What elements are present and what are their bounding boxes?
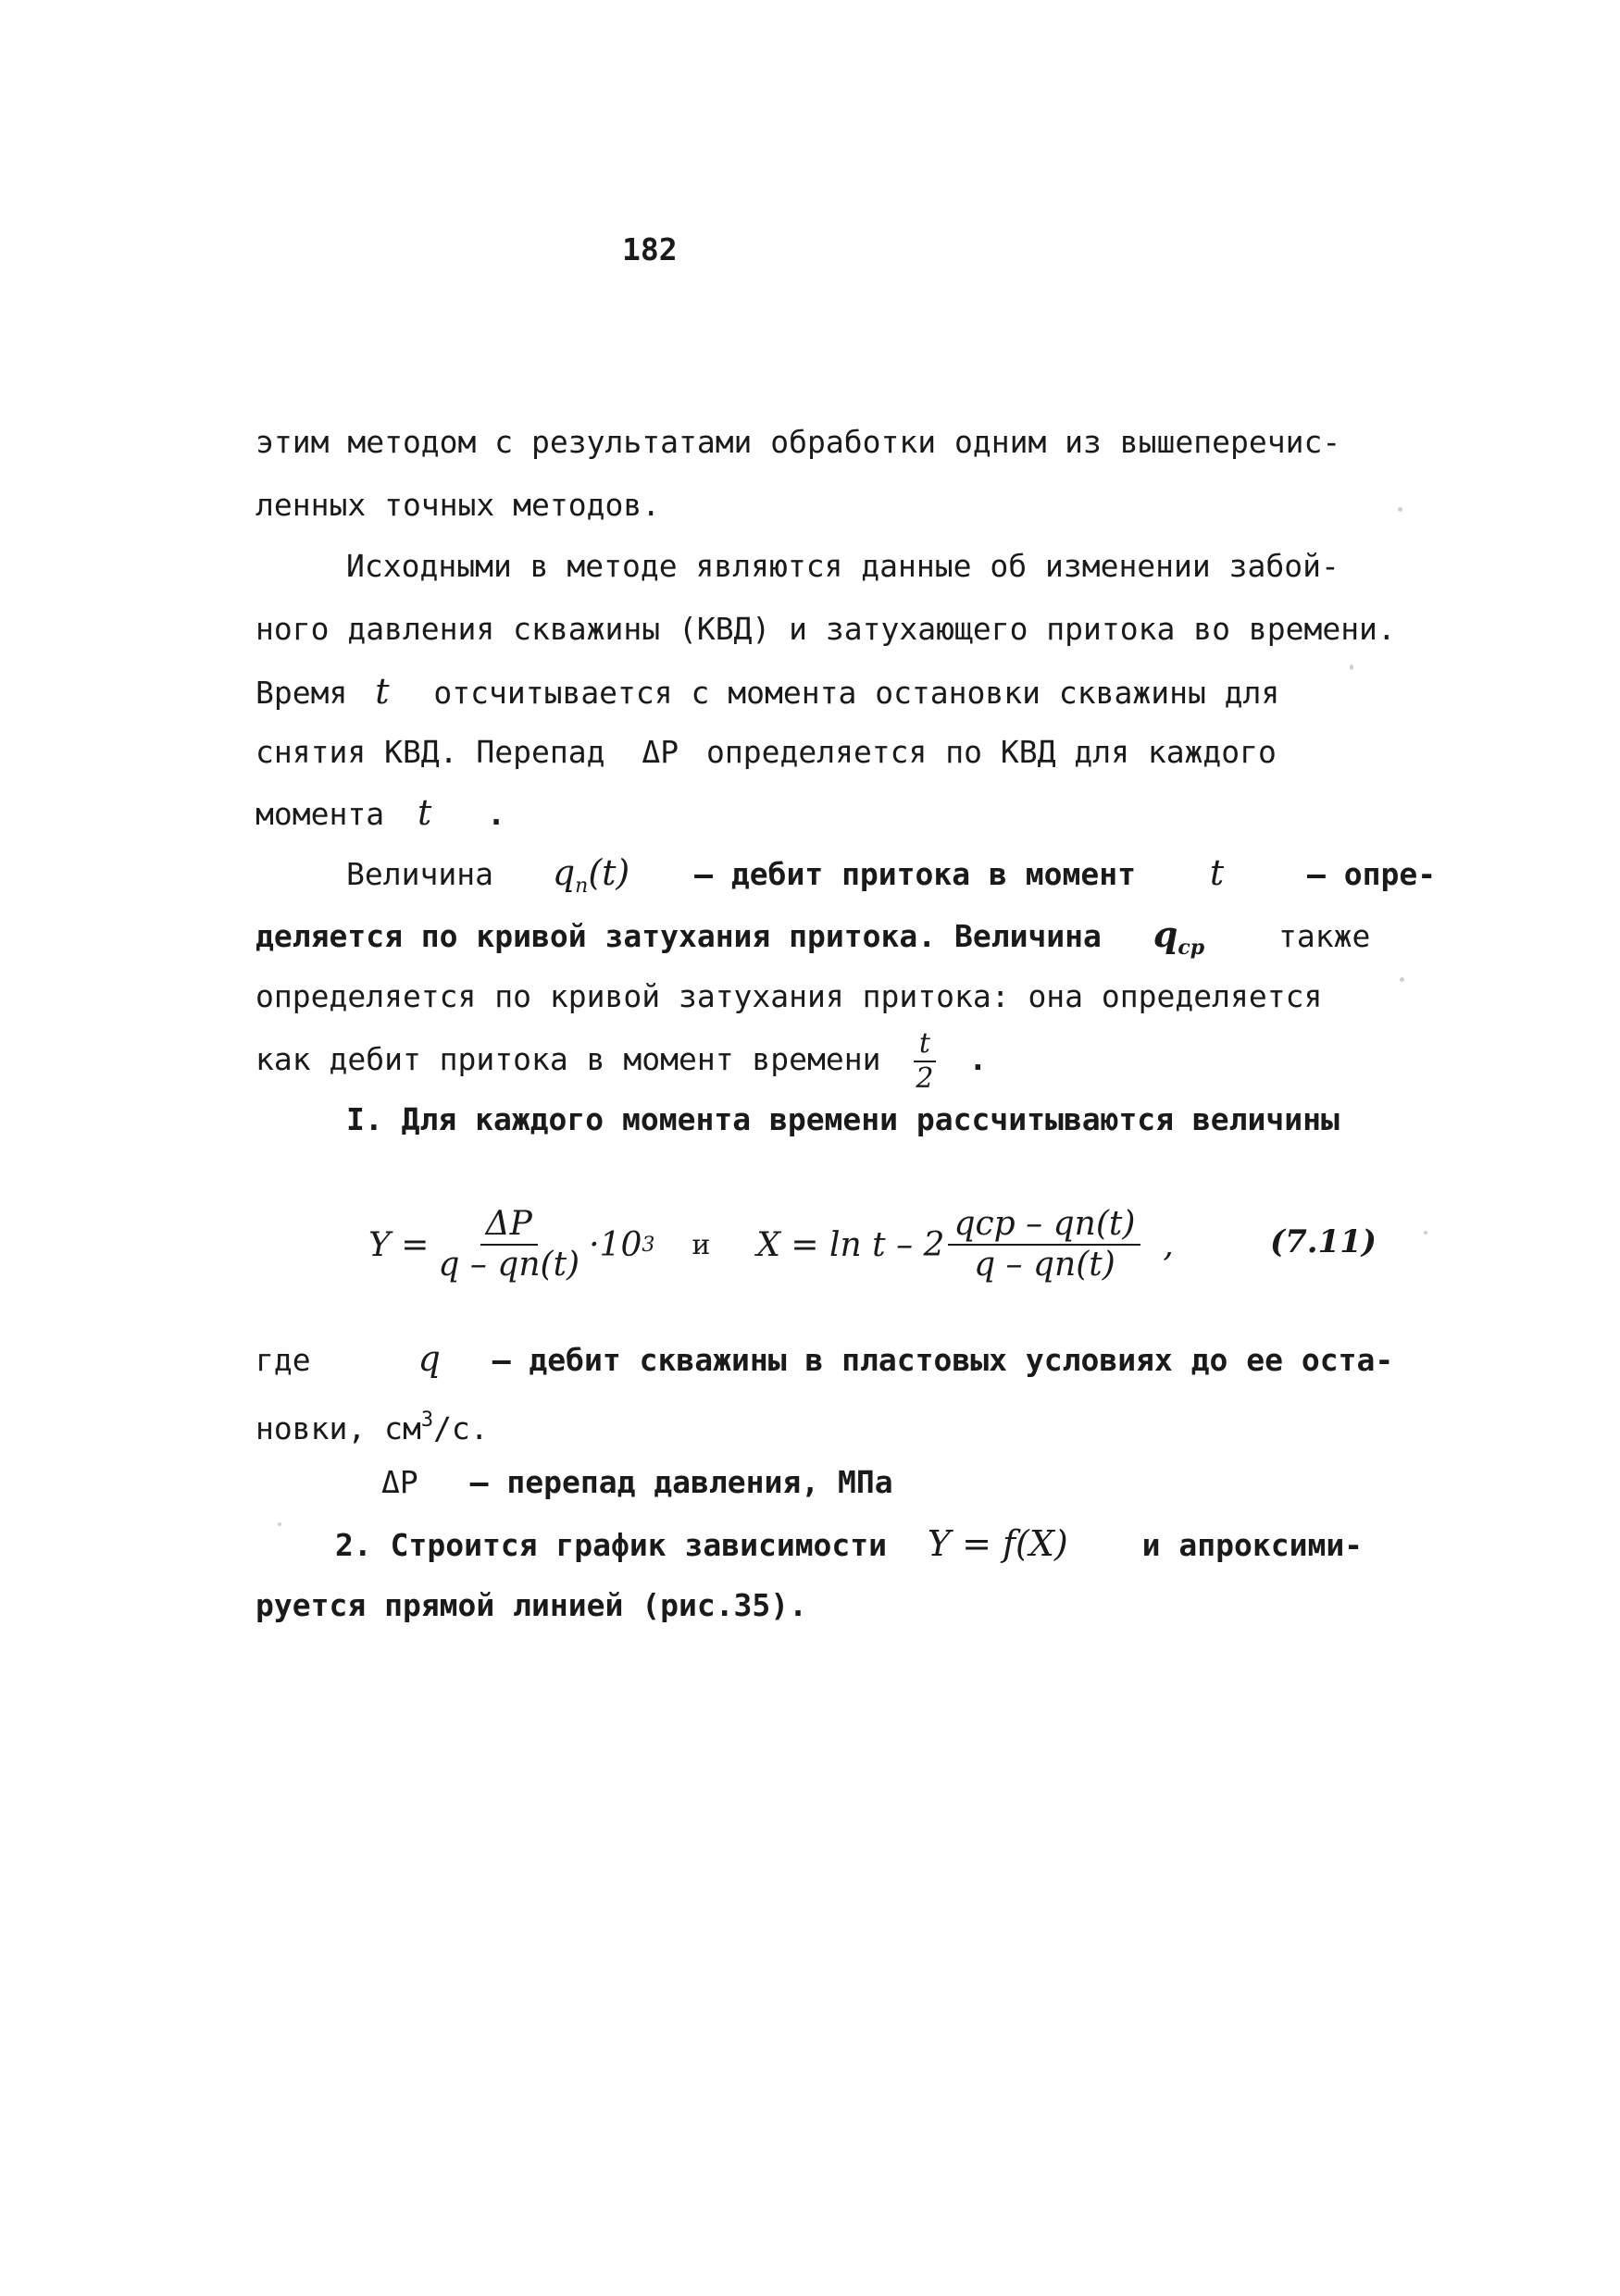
paragraph-2-line-4 — [255, 734, 1277, 771]
variable-q: q — [1153, 913, 1178, 955]
text-segment: Величина — [346, 856, 493, 892]
variable-arg: (t) — [588, 852, 630, 893]
text-segment: определяется по КВД для каждого — [706, 734, 1277, 770]
formula-power: 3 — [642, 1233, 655, 1257]
page-number: 182 — [622, 231, 678, 267]
fraction-numerator: t — [914, 1029, 936, 1062]
step-2-line-2: руется прямой линией (рис.35). — [255, 1587, 808, 1623]
text-segment: деляется по кривой затухания притока. Величина — [255, 918, 1102, 954]
where-line-3 — [381, 1464, 893, 1501]
text-segment: и апроксими- — [1141, 1527, 1364, 1563]
fraction-numerator: ΔP — [480, 1207, 538, 1246]
scan-speck — [1398, 507, 1402, 512]
fraction-t-over-2 — [910, 1029, 939, 1093]
text-segment: /с. — [433, 1410, 489, 1446]
subscript-cp: ср — [1178, 936, 1205, 960]
paragraph-1-line-2: ленных точных методов. — [255, 487, 661, 523]
formula-and: и — [692, 1228, 711, 1261]
variable-q: q — [552, 852, 576, 893]
where-label: где — [255, 1342, 311, 1378]
text-segment: . — [968, 1041, 988, 1077]
scan-speck — [1350, 664, 1353, 670]
variable-t: t — [375, 671, 390, 712]
paragraph-2-line-1: Исходными в методе являются данные об изменении забой- — [346, 548, 1340, 584]
formula-comma: , — [1163, 1225, 1174, 1264]
where-line-2 — [255, 1402, 489, 1447]
paragraph-2-line-2: ного давления скважины (КВД) и затухающего притока во времени. — [255, 611, 1396, 647]
paragraph-3-line-3: определяется по кривой затухания притока: она определяется — [255, 978, 1323, 1014]
variable-q: q — [417, 1338, 441, 1379]
text-segment: снятия КВД. Перепад — [255, 734, 605, 770]
variable-t: t — [417, 792, 432, 833]
formula-x-lhs: X = ln t – 2 — [756, 1225, 945, 1264]
text-segment: – перепад давления, МПа — [469, 1464, 893, 1500]
paragraph-2-line-5 — [255, 794, 505, 833]
step-1: I. Для каждого момента времени рассчитываются величины — [346, 1101, 1340, 1137]
paragraph-1-line-1: этим методом с результатами обработки одним из вышеперечис- — [255, 424, 1341, 460]
text-segment: момента — [255, 796, 385, 832]
paragraph-2-line-3 — [255, 673, 1279, 712]
formula-y-lhs: Y = — [368, 1225, 430, 1264]
fraction-x — [948, 1207, 1140, 1283]
text-segment: – дебит скважины в пластовых условиях до ее оста- — [492, 1342, 1394, 1378]
variable-delta-p: ΔP — [381, 1464, 418, 1500]
fraction-numerator: qср – qn(t) — [948, 1207, 1140, 1246]
fraction-denominator: 2 — [916, 1061, 934, 1095]
variable-delta-p: ΔP — [642, 734, 679, 770]
fraction-denominator: q – qn(t) — [974, 1246, 1115, 1284]
variable-t: t — [1209, 852, 1225, 893]
scan-speck — [1424, 1231, 1427, 1235]
fraction-denominator: q – qn(t) — [438, 1246, 580, 1284]
superscript-3: 3 — [420, 1409, 434, 1432]
text-segment: отсчитывается с момента остановки скважины для — [433, 675, 1280, 711]
scan-speck — [278, 1522, 281, 1526]
equation-number: (7.11) — [1270, 1223, 1377, 1260]
text-segment: – опре- — [1306, 856, 1437, 892]
where-line-1 — [255, 1340, 1393, 1379]
text-segment: новки, см — [255, 1410, 421, 1446]
formula-multiplier: ·10 — [589, 1225, 642, 1264]
paragraph-3-line-1 — [346, 854, 1436, 905]
scan-speck — [1400, 977, 1404, 982]
formula-y-of-x: Y = f(X) — [927, 1523, 1068, 1564]
fraction-y — [432, 1207, 585, 1283]
text-segment: как дебит притока в момент времени — [255, 1041, 881, 1077]
step-2-line-1 — [335, 1525, 1363, 1564]
text-segment: также — [1278, 918, 1371, 954]
subscript-n: n — [575, 875, 589, 898]
paragraph-3-line-4 — [255, 1029, 987, 1093]
text-segment: . — [487, 796, 505, 832]
text-segment: – дебит притока в момент — [694, 856, 1136, 892]
formula-7-11 — [368, 1194, 1405, 1296]
text-segment: Время — [255, 675, 348, 711]
text-segment: 2. Строится график зависимости — [335, 1527, 888, 1563]
paragraph-3-line-2 — [255, 913, 1371, 966]
